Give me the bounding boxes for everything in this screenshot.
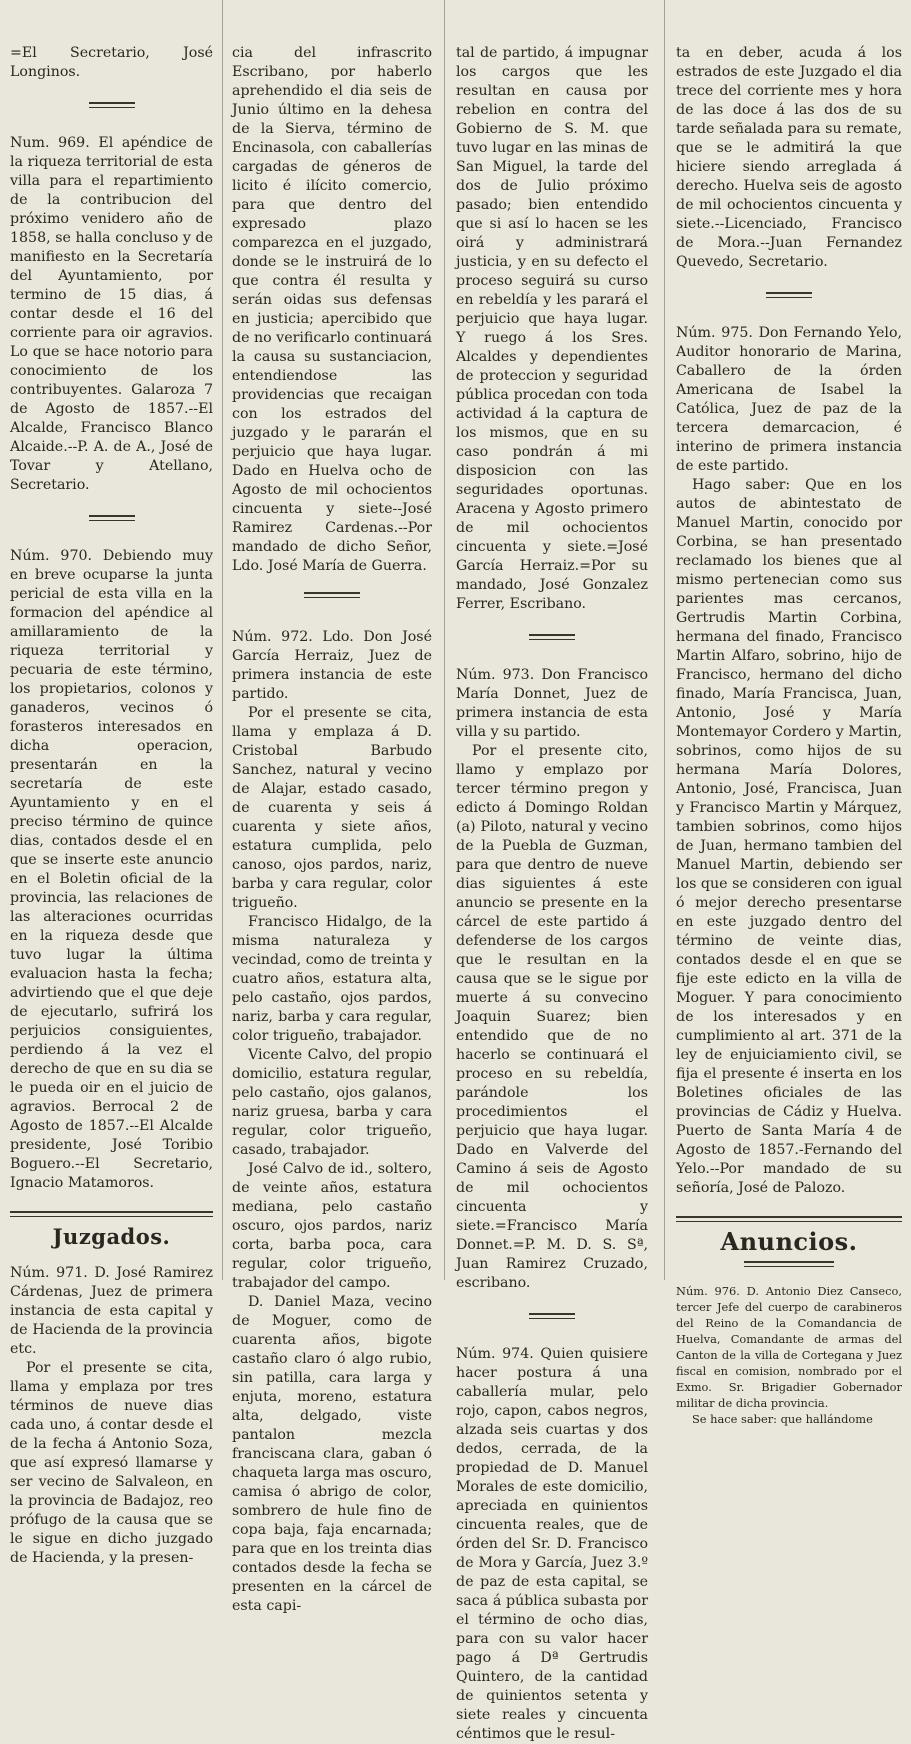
notice-974-continued: ta en deber, acuda á los estrados de este Juzgado el dia trece del corriente mes y hora de las doce á las dos de su tarde señalada para su remate, que se le admitirá la que hiciere siendo arreglada á derecho. Huelva seis de agosto de mil ochocientos cincuenta y siete.--Licenciado, Francisco de Mora.--Juan Fernandez Quevedo, Secretario. [676, 45, 902, 270]
notice-971-continued: cia del infrascrito Escribano, por haberlo aprehendido el dia seis de Junio último en la dehesa de la Sierva, término de Encinasola, con caballerías cargadas de géneros de licito é ilícito comercio, para que dentro del expresado plazo comparezca en el juzgado, donde se le instruirá de lo que contra él resulta y serán oidas sus defensas en justicia; apercibido que de no verificarlo continuará la causa su sustanciacion, entendiendose las providencias que recaigan con los estrados del juzgado y le pararán el perjuicio que haya lugar. Dado en Huelva ocho de Agosto de mil ochocientos cincuenta y siete--José Ramirez Cardenas.--Por mandado de dicho Señor, Ldo. José María de Guerra. [232, 45, 432, 574]
column-1 [10, 44, 213, 1566]
ornament-divider [89, 102, 135, 108]
column-4 [676, 44, 902, 1426]
notice-972-heading: Núm. 972. Ldo. Don José García Herraiz, Juez de primera instancia de este partido. [232, 629, 432, 702]
notice-976-continued: Se hace saber: que hallándome [692, 1412, 873, 1426]
section-title-juzgados: Juzgados. [52, 1224, 171, 1249]
notice-972-paragraph: Francisco Hidalgo, de la misma naturaleza y vecindad, como de treinta y cuatro años, estatura alta, pelo castaño, ojos pardos, nariz, barba y cara regular, color trigueño, trabajador. [232, 914, 432, 1044]
notice-972-paragraph: José Calvo de id., soltero, de veinte años, estatura mediana, pelo castaño oscuro, ojos pardos, nariz corta, barba poca, cara regular, color trigueño, trabajador del campo. [232, 1161, 432, 1291]
section-rule [676, 1216, 902, 1222]
ornament-divider [304, 592, 360, 598]
notice-973-body: Por el presente cito, llamo y emplazo por tercer término pregon y edicto á Domingo Roldan (a) Piloto, natural y vecino de la Puebla de Guzman, para que dentro de nueve dias siguientes á este anuncio se presente en la cárcel de este partido á defenderse de los cargos que le resultan en la causa que se le sigue por muerte á su convecino Joaquin Suarez; bien entendido que de no hacerlo se continuará el proceso en su rebeldía, parándole los procedimientos el perjuicio que haya lugar. Dado en Valverde del Camino á seis de Agosto de mil ochocientos cincuenta y siete.=Francisco María Donnet.=P. M. D. S. Sª, Juan Ramirez Cruzado, escribano. [456, 743, 648, 1291]
notice-975-body: Hago saber: Que en los autos de abintestato de Manuel Martin, conocido por Corbina, se han presentado reclamado los bienes que al mismo pertenecian como sus parientes mas cercanos, Gertrudis Martin Corbina, hermana del finado, Francisco Martin Alfaro, sobrino, hijo de Francisco, hermano del dicho finado, María Francisca, Juan, Antonio, José y María Montemayor Cordero y Martin, sobrinos, como hijos de su hermana María Dolores, Antonio, José, Francisca, Juan y Francisco Martin y Márquez, tambien sobrinos, como hijos de Juan, hermano tambien del Manuel Martin, debiendo ser los que se consideren con igual ó mejor derecho presentarse en este juzgado dentro del término de veinte dias, contados desde el en que se fije este edicto en la villa de Moguer. Y para conocimiento de los interesados y en cumplimiento al art. 371 de la ley de enjuiciamiento civil, se fija el presente é inserta en los Boletines oficiales de las provincias de Cádiz y Huelva. Puerto de Santa María 4 de Agosto de 1857.-Fernando del Yelo.--Por mandado de su señoría, José de Palozo. [676, 477, 902, 1196]
notice-972-paragraph: D. Daniel Maza, vecino de Moguer, como de cuarenta años, bigote castaño claro ó algo rubio, sin patilla, cara larga y enjuta, moreno, estatura alta, delgado, viste pantalon mezcla franciscana clara, gaban ó chaqueta larga mas oscuro, camisa ó abrigo de color, sombrero de hule fino de copa baja, faja encarnada; para que en los treinta dias contados desde la fecha se presenten en la cárcel de esta capi- [232, 1294, 432, 1614]
notice-971-heading: Núm. 971. D. José Ramirez Cárdenas, Juez de primera instancia de esta capital y de Hacienda de la provincia etc. [10, 1265, 213, 1357]
notice-972-paragraph: Por el presente se cita, llama y emplaza á D. Cristobal Barbudo Sanchez, natural y vecino de Alajar, estado casado, de cuarenta y seis á cuarenta y siete años, estatura cumplida, pelo canoso, ojos pardos, nariz, barba y cara regular, color trigueño. [232, 705, 432, 911]
column-rule [664, 0, 665, 1280]
column-rule [444, 0, 445, 1280]
column-2 [232, 44, 432, 1614]
section-title-anuncios: Anuncios. [720, 1227, 858, 1256]
ornament-divider [529, 1313, 575, 1319]
column-rule [222, 0, 223, 1280]
notice-975-heading: Núm. 975. Don Fernando Yelo, Auditor honorario de Marina, Caballero de la órden Americana de Isabel la Católica, Juez de paz de la tercera demarcacion, é interino de primera instancia de este partido. [676, 325, 902, 474]
section-rule [10, 1211, 213, 1217]
ornament-divider [529, 634, 575, 640]
notice-974: Núm. 974. Quien quisiere hacer postura á una caballería mular, pelo rojo, capon, cabos negros, alzada seis cuartas y dos dedos, cerrada, de la propiedad de D. Manuel Morales de este domicilio, apreciada en quinientos cincuenta reales, que de órden del Sr. D. Francisco de Mora y García, Juez 3.º de paz de esta capital, se saca á pública subasta por el término de ocho dias, para con su valor hacer pago á Dª Gertrudis Quintero, de la cantidad de quinientos setenta y siete reales y cincuenta céntimos que le resul- [456, 1346, 648, 1742]
ornament-divider [89, 515, 135, 521]
notice-972-continued: tal de partido, á impugnar los cargos que les resultan en causa por rebelion en contra del Gobierno de S. M. que tuvo lugar en las minas de San Miguel, la tarde del dos de Julio próximo pasado; bien entendido que si así lo hacen se les oirá y administrará justicia, y en su defecto el proceso seguirá su curso en rebeldía y les parará el perjuicio que haya lugar. Y ruego á los Sres. Alcaldes y dependientes de proteccion y seguridad pública procedan con toda actividad á la captura de los mismos, que en su caso pondrán á mi disposicion con las seguridades oportunas. Aracena y Agosto primero de mil ochocientos cincuenta y siete.=José García Herraiz.=Por su mandado, José Gonzalez Ferrer, Escribano. [456, 45, 648, 612]
notice-969: Num. 969. El apéndice de la riqueza territorial de esta villa para el repartimiento de la contribucion del próximo venidero año de 1858, se halla concluso y de manifiesto en la Secretaría del Ayuntamiento, por termino de 15 dias, á contar desde el 16 del corriente para oir agravios. Lo que se hace notorio para conocimiento de los contribuyentes. Galaroza 7 de Agosto de 1857.--El Alcalde, Francisco Blanco Alcaide.--P. A. de A., José de Tovar y Atellano, Secretario. [10, 135, 213, 493]
notice-976: Núm. 976. D. Antonio Diez Canseco, tercer Jefe del cuerpo de carabineros del Reino de la Comandancia de Huelva, Comandante de armas del Canton de la villa de Cortegana y Juez fiscal en comision, nombrado por el Exmo. Sr. Brigadier Gobernador militar de dicha provincia. [676, 1284, 902, 1410]
ornament-divider [744, 1261, 834, 1267]
notice-970: Núm. 970. Debiendo muy en breve ocuparse la junta pericial de esta villa en la formacion del apéndice al amillaramiento de la riqueza territorial y pecuaria de este término, los propietarios, colonos y ganaderos, vecinos ó forasteros interesados en dicha operacion, presentarán en la secretaría de este Ayuntamiento y en el preciso término de quince dias, contados desde el en que se inserte este anuncio en el Boletin oficial de la provincia, las relaciones de las alteraciones ocurridas en la riqueza desde que tuvo lugar la última evaluacion hasta la fecha; advirtiendo que el que deje de ejecutarlo, sufrirá los perjuicios consiguientes, perdiendo á la vez el derecho de que en su dia se le pueda oir en el juicio de agravios. Berrocal 2 de Agosto de 1857.--El Alcalde presidente, José Toribio Boguero.--El Secretario, Ignacio Matamoros. [10, 548, 213, 1191]
column-3 [456, 44, 648, 1742]
notice-tail: =El Secretario, José Longinos. [10, 45, 213, 80]
ornament-divider [766, 292, 812, 298]
notice-973-heading: Núm. 973. Don Francisco María Donnet, Juez de primera instancia de esta villa y su partido. [456, 667, 648, 740]
notice-972-paragraph: Vicente Calvo, del propio domicilio, estatura regular, pelo castaño, ojos galanos, nariz gruesa, barba y cara regular, color trigueño, casado, trabajador. [232, 1047, 432, 1158]
notice-971-body: Por el presente se cita, llama y emplaza por tres términos de nueve dias cada uno, á contar desde el de la fecha á Antonio Soza, que así expresó llamarse y ser vecino de Salvaleon, en la provincia de Badajoz, reo prófugo de la causa que se le sigue en dicho juzgado de Hacienda, y la presen- [10, 1360, 213, 1566]
